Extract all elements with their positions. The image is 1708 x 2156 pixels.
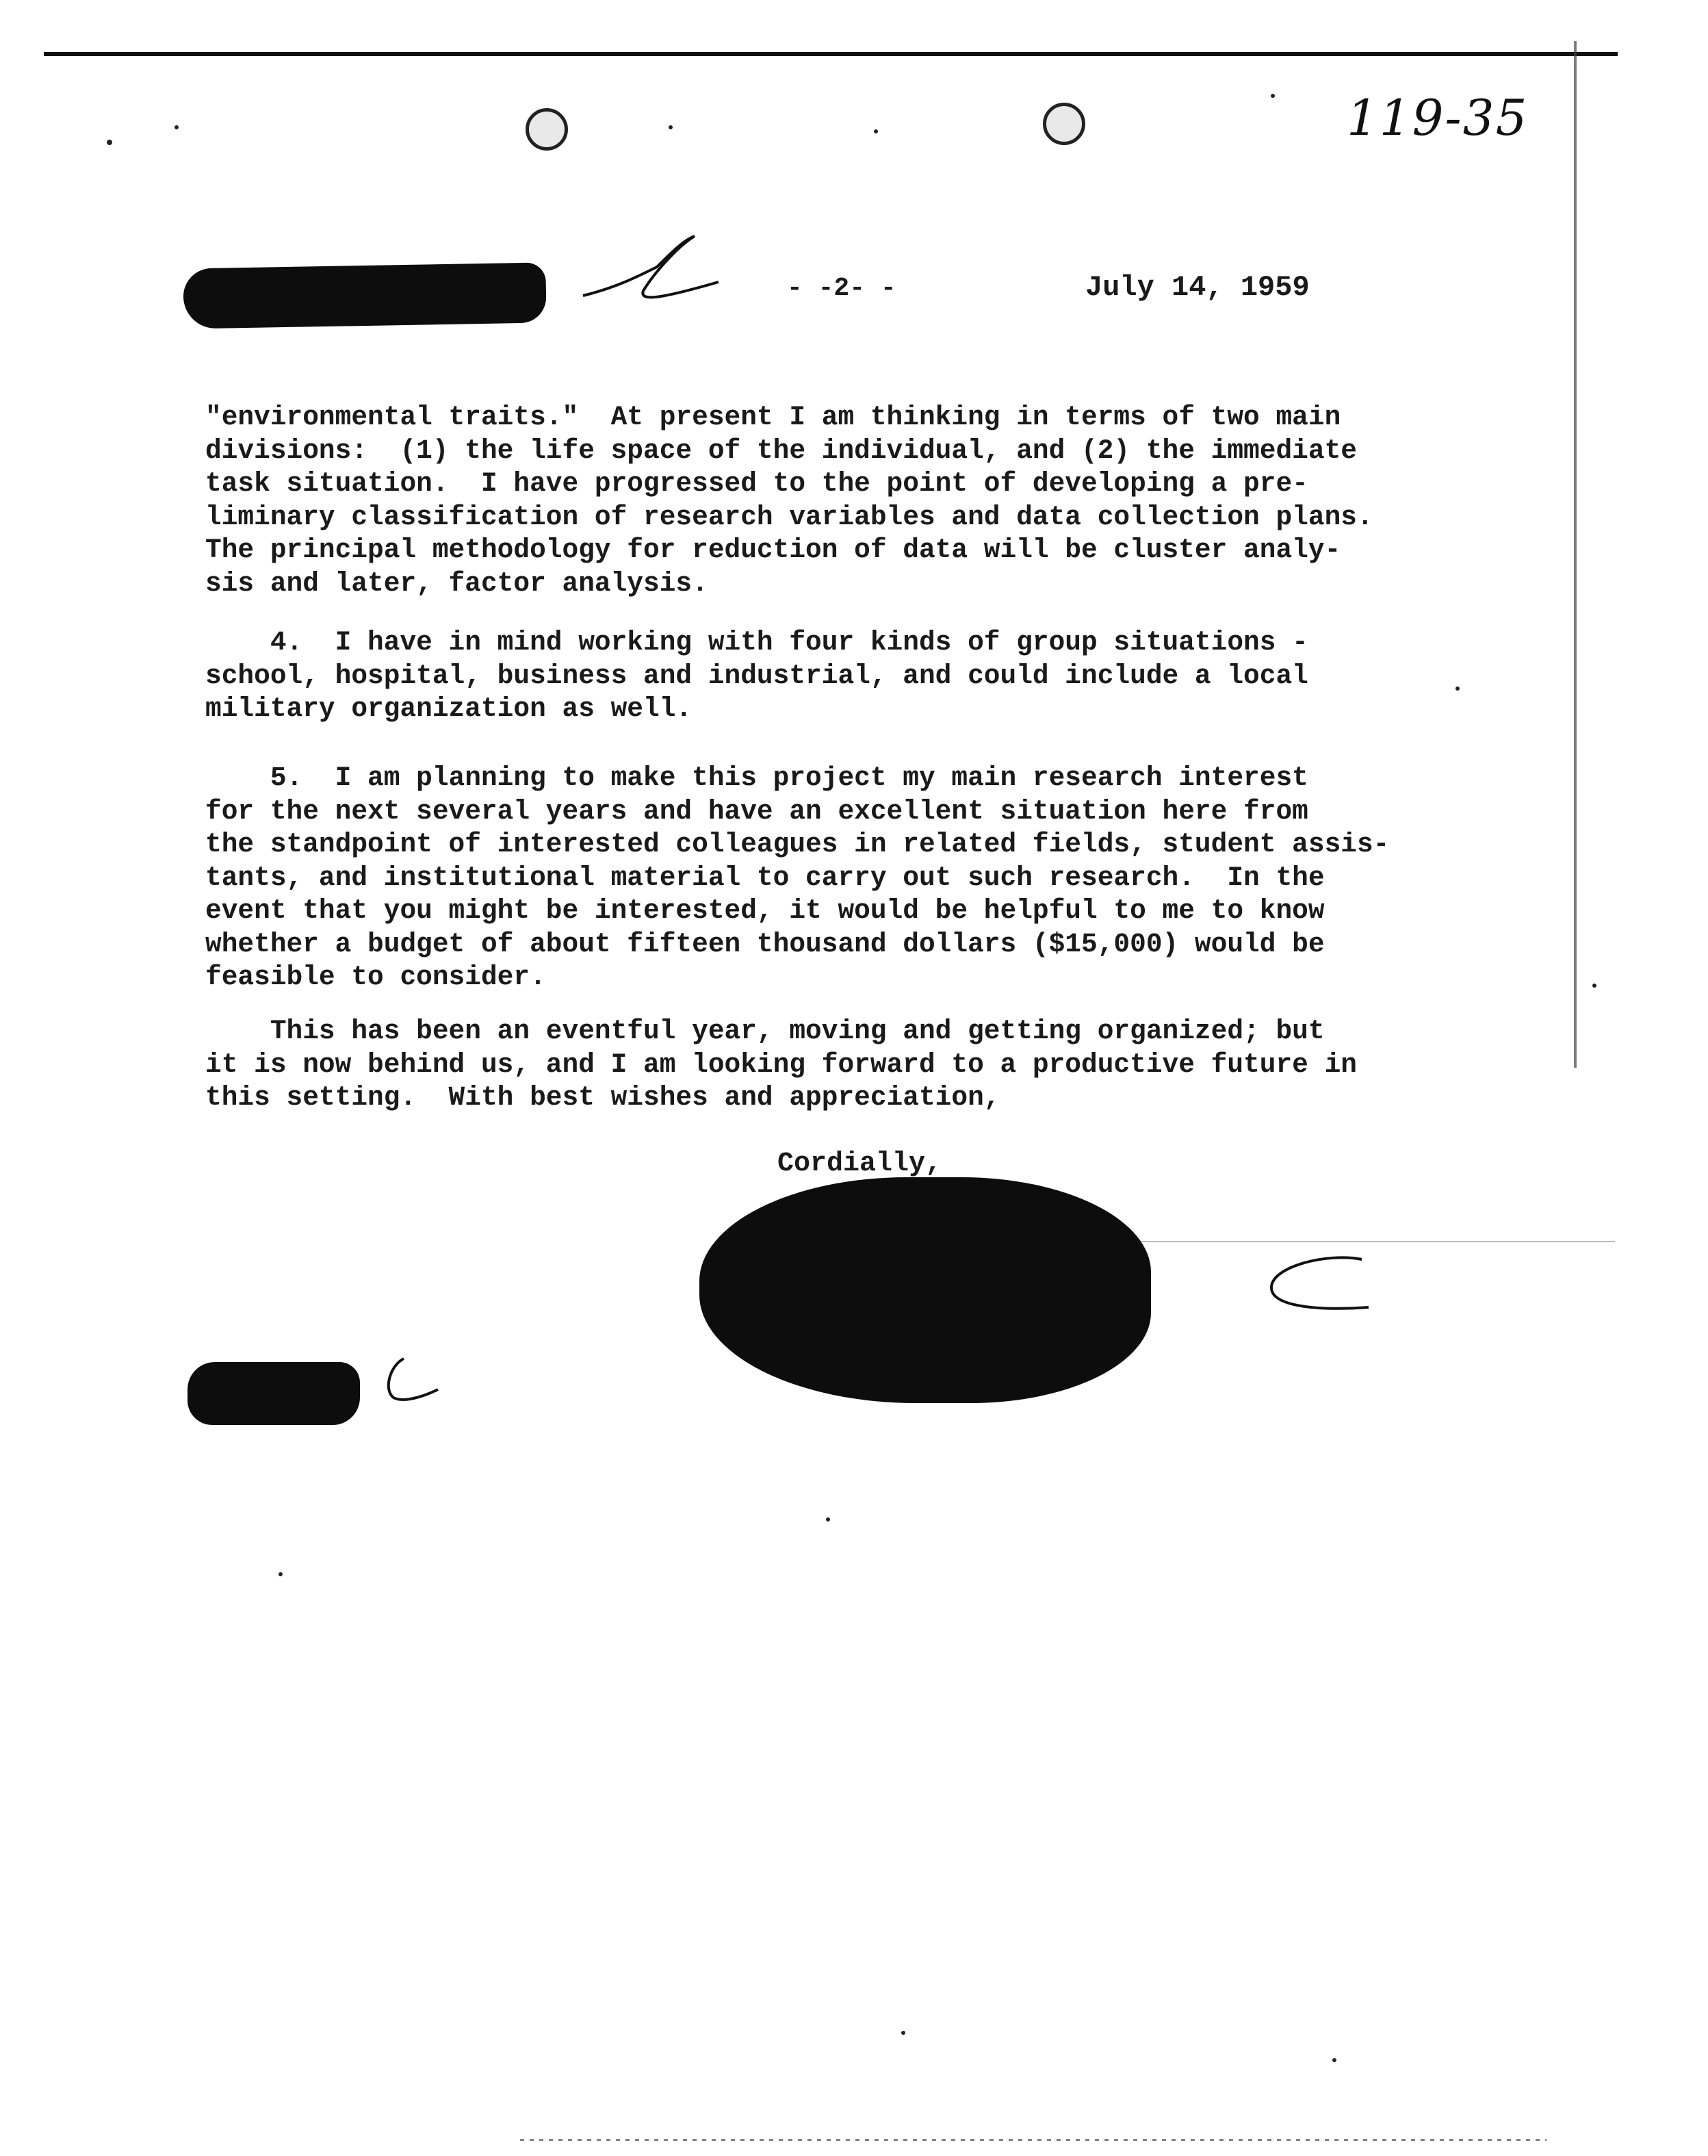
scan-speck [1332,2058,1336,2062]
closing-salutation: Cordially, [777,1148,942,1179]
scan-speck [901,2031,905,2035]
scan-speck [874,129,878,133]
body-paragraph-3: 5. I am planning to make this project my main research interest for the next several years and have an excellent situation here from the standpoint of interested colleagues in related fields, student assis- tants, and institutional material to carry out such research. In the event that you might be interested, it would be helpful to me to know whether a budget of about fifteen thousand dollars ($15,000) would be feasible to consider. [205,762,1390,992]
scan-speck [174,125,179,129]
scan-speck [1271,94,1275,98]
check-mark-initials [389,1359,438,1400]
scan-speck [279,1572,283,1576]
check-mark-signature [1271,1257,1369,1308]
check-mark-header [583,236,719,297]
scan-speck [826,1517,830,1522]
body-paragraph-2: 4. I have in mind working with four kinds of group situations - school, hospital, business and industrial, and could include a local military organization as well. [205,627,1308,724]
page-number: - -2- - [787,274,896,303]
scan-speck [1592,984,1596,988]
scan-speck [669,125,673,129]
redacted-initials [187,1362,360,1425]
scan-speck [107,140,112,145]
redacted-signature [699,1177,1151,1403]
body-paragraph-1: "environmental traits." At present I am thinking in terms of two main divisions: (1) the life space of the individual, and (2) the immediate task situation. I have progressed to the point of developing a pre- liminary classification of research variables and data collection plans. The principal methodology for reduction of data will be cluster analy- sis and later, factor analysis. [205,402,1373,599]
letter-date: July 14, 1959 [1085,271,1310,304]
scan-speck [1455,686,1460,691]
file-number: 119-35 [1347,89,1529,146]
body-paragraph-4: This has been an eventful year, moving and getting organized; but it is now behind us, and I am looking forward to a productive future in this setting. With best wishes and appreciation, [205,1016,1357,1113]
